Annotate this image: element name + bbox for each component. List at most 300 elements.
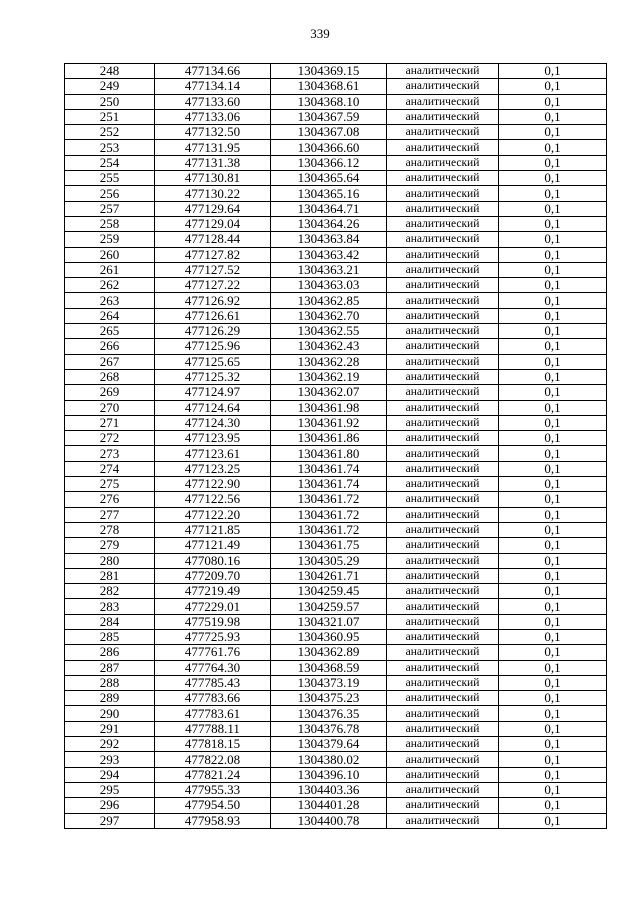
- method-cell: аналитический: [387, 308, 499, 323]
- table-row: [65, 446, 607, 461]
- x-coordinate-cell: 477125.65: [155, 354, 271, 369]
- table-row: [65, 247, 607, 262]
- y-coordinate-cell: 1304363.42: [271, 247, 387, 262]
- x-coordinate-cell: 477822.08: [155, 752, 271, 767]
- method-cell: аналитический: [387, 538, 499, 553]
- y-coordinate-cell: 1304261.71: [271, 568, 387, 583]
- method-cell: аналитический: [387, 140, 499, 155]
- method-cell: аналитический: [387, 507, 499, 522]
- y-coordinate-cell: 1304321.07: [271, 614, 387, 629]
- method-cell: аналитический: [387, 813, 499, 828]
- point-number-cell: 254: [65, 155, 155, 170]
- y-coordinate-cell: 1304362.19: [271, 369, 387, 384]
- method-cell: аналитический: [387, 798, 499, 813]
- table-row: [65, 94, 607, 109]
- page-number: 339: [310, 26, 330, 41]
- y-coordinate-cell: 1304365.16: [271, 186, 387, 201]
- point-number-cell: 261: [65, 262, 155, 277]
- x-coordinate-cell: 477955.33: [155, 782, 271, 797]
- point-number-cell: 292: [65, 737, 155, 752]
- table-row: [65, 660, 607, 675]
- x-coordinate-cell: 477121.85: [155, 522, 271, 537]
- accuracy-cell: 0,1: [499, 522, 607, 537]
- y-coordinate-cell: 1304362.89: [271, 645, 387, 660]
- point-number-cell: 295: [65, 782, 155, 797]
- x-coordinate-cell: 477783.61: [155, 706, 271, 721]
- x-coordinate-cell: 477219.49: [155, 584, 271, 599]
- method-cell: аналитический: [387, 691, 499, 706]
- x-coordinate-cell: 477125.96: [155, 339, 271, 354]
- accuracy-cell: 0,1: [499, 385, 607, 400]
- method-cell: аналитический: [387, 752, 499, 767]
- accuracy-cell: 0,1: [499, 415, 607, 430]
- accuracy-cell: 0,1: [499, 691, 607, 706]
- table-row: [65, 461, 607, 476]
- x-coordinate-cell: 477783.66: [155, 691, 271, 706]
- x-coordinate-cell: 477954.50: [155, 798, 271, 813]
- point-number-cell: 266: [65, 339, 155, 354]
- method-cell: аналитический: [387, 262, 499, 277]
- x-coordinate-cell: 477127.82: [155, 247, 271, 262]
- y-coordinate-cell: 1304360.95: [271, 629, 387, 644]
- x-coordinate-cell: 477788.11: [155, 721, 271, 736]
- table-row: [65, 798, 607, 813]
- accuracy-cell: 0,1: [499, 660, 607, 675]
- table-row: [65, 155, 607, 170]
- method-cell: аналитический: [387, 94, 499, 109]
- x-coordinate-cell: 477761.76: [155, 645, 271, 660]
- y-coordinate-cell: 1304368.61: [271, 79, 387, 94]
- accuracy-cell: 0,1: [499, 293, 607, 308]
- y-coordinate-cell: 1304396.10: [271, 767, 387, 782]
- accuracy-cell: 0,1: [499, 94, 607, 109]
- method-cell: аналитический: [387, 553, 499, 568]
- x-coordinate-cell: 477122.90: [155, 477, 271, 492]
- point-number-cell: 265: [65, 324, 155, 339]
- table-row: [65, 354, 607, 369]
- method-cell: аналитический: [387, 431, 499, 446]
- y-coordinate-cell: 1304375.23: [271, 691, 387, 706]
- y-coordinate-cell: 1304362.07: [271, 385, 387, 400]
- method-cell: аналитический: [387, 216, 499, 231]
- accuracy-cell: 0,1: [499, 171, 607, 186]
- method-cell: аналитический: [387, 522, 499, 537]
- method-cell: аналитический: [387, 767, 499, 782]
- point-number-cell: 267: [65, 354, 155, 369]
- accuracy-cell: 0,1: [499, 232, 607, 247]
- method-cell: аналитический: [387, 782, 499, 797]
- method-cell: аналитический: [387, 584, 499, 599]
- accuracy-cell: 0,1: [499, 446, 607, 461]
- table-row: [65, 721, 607, 736]
- table-row: [65, 79, 607, 94]
- y-coordinate-cell: 1304401.28: [271, 798, 387, 813]
- x-coordinate-cell: 477123.25: [155, 461, 271, 476]
- coordinates-table: [64, 63, 607, 829]
- table-row: [65, 477, 607, 492]
- x-coordinate-cell: 477132.50: [155, 125, 271, 140]
- x-coordinate-cell: 477785.43: [155, 675, 271, 690]
- table-row: [65, 813, 607, 828]
- table-row: [65, 737, 607, 752]
- table-row: [65, 782, 607, 797]
- table-row: [65, 262, 607, 277]
- y-coordinate-cell: 1304361.72: [271, 522, 387, 537]
- accuracy-cell: 0,1: [499, 584, 607, 599]
- point-number-cell: 277: [65, 507, 155, 522]
- x-coordinate-cell: 477122.56: [155, 492, 271, 507]
- y-coordinate-cell: 1304368.10: [271, 94, 387, 109]
- x-coordinate-cell: 477958.93: [155, 813, 271, 828]
- x-coordinate-cell: 477124.64: [155, 400, 271, 415]
- method-cell: аналитический: [387, 385, 499, 400]
- x-coordinate-cell: 477134.66: [155, 64, 271, 79]
- y-coordinate-cell: 1304361.98: [271, 400, 387, 415]
- accuracy-cell: 0,1: [499, 553, 607, 568]
- table-row: [65, 584, 607, 599]
- x-coordinate-cell: 477229.01: [155, 599, 271, 614]
- point-number-cell: 281: [65, 568, 155, 583]
- method-cell: аналитический: [387, 645, 499, 660]
- method-cell: аналитический: [387, 125, 499, 140]
- y-coordinate-cell: 1304361.75: [271, 538, 387, 553]
- y-coordinate-cell: 1304400.78: [271, 813, 387, 828]
- table-row: [65, 553, 607, 568]
- x-coordinate-cell: 477134.14: [155, 79, 271, 94]
- point-number-cell: 291: [65, 721, 155, 736]
- y-coordinate-cell: 1304364.26: [271, 216, 387, 231]
- point-number-cell: 248: [65, 64, 155, 79]
- table-row: [65, 568, 607, 583]
- method-cell: аналитический: [387, 155, 499, 170]
- x-coordinate-cell: 477126.29: [155, 324, 271, 339]
- method-cell: аналитический: [387, 247, 499, 262]
- accuracy-cell: 0,1: [499, 109, 607, 124]
- y-coordinate-cell: 1304367.59: [271, 109, 387, 124]
- x-coordinate-cell: 477131.38: [155, 155, 271, 170]
- point-number-cell: 269: [65, 385, 155, 400]
- point-number-cell: 271: [65, 415, 155, 430]
- table-row: [65, 629, 607, 644]
- method-cell: аналитический: [387, 721, 499, 736]
- point-number-cell: 274: [65, 461, 155, 476]
- method-cell: аналитический: [387, 400, 499, 415]
- accuracy-cell: 0,1: [499, 706, 607, 721]
- x-coordinate-cell: 477123.95: [155, 431, 271, 446]
- point-number-cell: 251: [65, 109, 155, 124]
- method-cell: аналитический: [387, 675, 499, 690]
- x-coordinate-cell: 477126.61: [155, 308, 271, 323]
- table-row: [65, 645, 607, 660]
- accuracy-cell: 0,1: [499, 400, 607, 415]
- table-row: [65, 706, 607, 721]
- x-coordinate-cell: 477126.92: [155, 293, 271, 308]
- accuracy-cell: 0,1: [499, 140, 607, 155]
- x-coordinate-cell: 477818.15: [155, 737, 271, 752]
- accuracy-cell: 0,1: [499, 721, 607, 736]
- accuracy-cell: 0,1: [499, 64, 607, 79]
- y-coordinate-cell: 1304373.19: [271, 675, 387, 690]
- point-number-cell: 259: [65, 232, 155, 247]
- table-row: [65, 767, 607, 782]
- table-row: [65, 232, 607, 247]
- y-coordinate-cell: 1304369.15: [271, 64, 387, 79]
- x-coordinate-cell: 477764.30: [155, 660, 271, 675]
- point-number-cell: 250: [65, 94, 155, 109]
- accuracy-cell: 0,1: [499, 247, 607, 262]
- y-coordinate-cell: 1304403.36: [271, 782, 387, 797]
- table-row: [65, 522, 607, 537]
- accuracy-cell: 0,1: [499, 477, 607, 492]
- y-coordinate-cell: 1304379.64: [271, 737, 387, 752]
- accuracy-cell: 0,1: [499, 308, 607, 323]
- point-number-cell: 273: [65, 446, 155, 461]
- point-number-cell: 268: [65, 369, 155, 384]
- accuracy-cell: 0,1: [499, 538, 607, 553]
- accuracy-cell: 0,1: [499, 798, 607, 813]
- x-coordinate-cell: 477124.97: [155, 385, 271, 400]
- x-coordinate-cell: 477133.06: [155, 109, 271, 124]
- point-number-cell: 272: [65, 431, 155, 446]
- point-number-cell: 280: [65, 553, 155, 568]
- point-number-cell: 282: [65, 584, 155, 599]
- x-coordinate-cell: 477127.22: [155, 278, 271, 293]
- method-cell: аналитический: [387, 171, 499, 186]
- point-number-cell: 258: [65, 216, 155, 231]
- method-cell: аналитический: [387, 293, 499, 308]
- method-cell: аналитический: [387, 232, 499, 247]
- y-coordinate-cell: 1304361.72: [271, 492, 387, 507]
- table-row: [65, 614, 607, 629]
- accuracy-cell: 0,1: [499, 354, 607, 369]
- y-coordinate-cell: 1304366.60: [271, 140, 387, 155]
- table-row: [65, 216, 607, 231]
- point-number-cell: 276: [65, 492, 155, 507]
- point-number-cell: 262: [65, 278, 155, 293]
- y-coordinate-cell: 1304362.85: [271, 293, 387, 308]
- table-row: [65, 752, 607, 767]
- accuracy-cell: 0,1: [499, 737, 607, 752]
- method-cell: аналитический: [387, 64, 499, 79]
- accuracy-cell: 0,1: [499, 492, 607, 507]
- point-number-cell: 284: [65, 614, 155, 629]
- table-row: [65, 171, 607, 186]
- table-row: [65, 64, 607, 79]
- table-row: [65, 201, 607, 216]
- y-coordinate-cell: 1304305.29: [271, 553, 387, 568]
- table-row: [65, 538, 607, 553]
- accuracy-cell: 0,1: [499, 216, 607, 231]
- y-coordinate-cell: 1304361.92: [271, 415, 387, 430]
- accuracy-cell: 0,1: [499, 339, 607, 354]
- point-number-cell: 255: [65, 171, 155, 186]
- table-row: [65, 385, 607, 400]
- table-row: [65, 186, 607, 201]
- table-row: [65, 369, 607, 384]
- y-coordinate-cell: 1304362.55: [271, 324, 387, 339]
- method-cell: аналитический: [387, 369, 499, 384]
- point-number-cell: 286: [65, 645, 155, 660]
- x-coordinate-cell: 477209.70: [155, 568, 271, 583]
- table-row: [65, 675, 607, 690]
- y-coordinate-cell: 1304361.86: [271, 431, 387, 446]
- accuracy-cell: 0,1: [499, 599, 607, 614]
- y-coordinate-cell: 1304380.02: [271, 752, 387, 767]
- method-cell: аналитический: [387, 278, 499, 293]
- x-coordinate-cell: 477080.16: [155, 553, 271, 568]
- point-number-cell: 297: [65, 813, 155, 828]
- point-number-cell: 257: [65, 201, 155, 216]
- x-coordinate-cell: 477128.44: [155, 232, 271, 247]
- point-number-cell: 249: [65, 79, 155, 94]
- accuracy-cell: 0,1: [499, 186, 607, 201]
- point-number-cell: 288: [65, 675, 155, 690]
- table-row: [65, 125, 607, 140]
- table-row: [65, 507, 607, 522]
- accuracy-cell: 0,1: [499, 155, 607, 170]
- accuracy-cell: 0,1: [499, 767, 607, 782]
- y-coordinate-cell: 1304362.28: [271, 354, 387, 369]
- accuracy-cell: 0,1: [499, 782, 607, 797]
- x-coordinate-cell: 477133.60: [155, 94, 271, 109]
- method-cell: аналитический: [387, 186, 499, 201]
- x-coordinate-cell: 477125.32: [155, 369, 271, 384]
- point-number-cell: 256: [65, 186, 155, 201]
- method-cell: аналитический: [387, 415, 499, 430]
- x-coordinate-cell: 477124.30: [155, 415, 271, 430]
- accuracy-cell: 0,1: [499, 79, 607, 94]
- accuracy-cell: 0,1: [499, 125, 607, 140]
- y-coordinate-cell: 1304259.45: [271, 584, 387, 599]
- method-cell: аналитический: [387, 354, 499, 369]
- point-number-cell: 252: [65, 125, 155, 140]
- point-number-cell: 290: [65, 706, 155, 721]
- table-row: [65, 339, 607, 354]
- accuracy-cell: 0,1: [499, 201, 607, 216]
- accuracy-cell: 0,1: [499, 614, 607, 629]
- method-cell: аналитический: [387, 629, 499, 644]
- y-coordinate-cell: 1304363.21: [271, 262, 387, 277]
- point-number-cell: 260: [65, 247, 155, 262]
- method-cell: аналитический: [387, 706, 499, 721]
- point-number-cell: 278: [65, 522, 155, 537]
- y-coordinate-cell: 1304367.08: [271, 125, 387, 140]
- accuracy-cell: 0,1: [499, 645, 607, 660]
- point-number-cell: 263: [65, 293, 155, 308]
- y-coordinate-cell: 1304366.12: [271, 155, 387, 170]
- y-coordinate-cell: 1304368.59: [271, 660, 387, 675]
- y-coordinate-cell: 1304363.84: [271, 232, 387, 247]
- x-coordinate-cell: 477129.04: [155, 216, 271, 231]
- method-cell: аналитический: [387, 79, 499, 94]
- table-row: [65, 308, 607, 323]
- table-row: [65, 278, 607, 293]
- table-row: [65, 140, 607, 155]
- accuracy-cell: 0,1: [499, 278, 607, 293]
- method-cell: аналитический: [387, 109, 499, 124]
- y-coordinate-cell: 1304365.64: [271, 171, 387, 186]
- point-number-cell: 275: [65, 477, 155, 492]
- table-row: [65, 431, 607, 446]
- x-coordinate-cell: 477130.22: [155, 186, 271, 201]
- accuracy-cell: 0,1: [499, 629, 607, 644]
- accuracy-cell: 0,1: [499, 461, 607, 476]
- point-number-cell: 287: [65, 660, 155, 675]
- y-coordinate-cell: 1304259.57: [271, 599, 387, 614]
- accuracy-cell: 0,1: [499, 369, 607, 384]
- x-coordinate-cell: 477725.93: [155, 629, 271, 644]
- table-row: [65, 109, 607, 124]
- method-cell: аналитический: [387, 324, 499, 339]
- point-number-cell: 253: [65, 140, 155, 155]
- accuracy-cell: 0,1: [499, 507, 607, 522]
- accuracy-cell: 0,1: [499, 813, 607, 828]
- x-coordinate-cell: 477519.98: [155, 614, 271, 629]
- accuracy-cell: 0,1: [499, 262, 607, 277]
- method-cell: аналитический: [387, 339, 499, 354]
- coordinates-table-body: [65, 64, 607, 829]
- y-coordinate-cell: 1304362.43: [271, 339, 387, 354]
- y-coordinate-cell: 1304376.35: [271, 706, 387, 721]
- point-number-cell: 285: [65, 629, 155, 644]
- y-coordinate-cell: 1304364.71: [271, 201, 387, 216]
- accuracy-cell: 0,1: [499, 568, 607, 583]
- point-number-cell: 279: [65, 538, 155, 553]
- point-number-cell: 293: [65, 752, 155, 767]
- y-coordinate-cell: 1304362.70: [271, 308, 387, 323]
- method-cell: аналитический: [387, 477, 499, 492]
- y-coordinate-cell: 1304361.74: [271, 461, 387, 476]
- table-row: [65, 415, 607, 430]
- x-coordinate-cell: 477121.49: [155, 538, 271, 553]
- method-cell: аналитический: [387, 737, 499, 752]
- method-cell: аналитический: [387, 201, 499, 216]
- accuracy-cell: 0,1: [499, 675, 607, 690]
- table-row: [65, 400, 607, 415]
- x-coordinate-cell: 477123.61: [155, 446, 271, 461]
- table-row: [65, 599, 607, 614]
- method-cell: аналитический: [387, 492, 499, 507]
- table-row: [65, 691, 607, 706]
- x-coordinate-cell: 477821.24: [155, 767, 271, 782]
- table-row: [65, 492, 607, 507]
- accuracy-cell: 0,1: [499, 431, 607, 446]
- point-number-cell: 289: [65, 691, 155, 706]
- x-coordinate-cell: 477131.95: [155, 140, 271, 155]
- y-coordinate-cell: 1304363.03: [271, 278, 387, 293]
- table-row: [65, 324, 607, 339]
- accuracy-cell: 0,1: [499, 752, 607, 767]
- table-row: [65, 293, 607, 308]
- x-coordinate-cell: 477127.52: [155, 262, 271, 277]
- y-coordinate-cell: 1304361.72: [271, 507, 387, 522]
- y-coordinate-cell: 1304376.78: [271, 721, 387, 736]
- y-coordinate-cell: 1304361.80: [271, 446, 387, 461]
- x-coordinate-cell: 477130.81: [155, 171, 271, 186]
- accuracy-cell: 0,1: [499, 324, 607, 339]
- method-cell: аналитический: [387, 461, 499, 476]
- point-number-cell: 270: [65, 400, 155, 415]
- point-number-cell: 264: [65, 308, 155, 323]
- point-number-cell: 296: [65, 798, 155, 813]
- method-cell: аналитический: [387, 446, 499, 461]
- x-coordinate-cell: 477129.64: [155, 201, 271, 216]
- point-number-cell: 294: [65, 767, 155, 782]
- method-cell: аналитический: [387, 614, 499, 629]
- method-cell: аналитический: [387, 568, 499, 583]
- y-coordinate-cell: 1304361.74: [271, 477, 387, 492]
- method-cell: аналитический: [387, 599, 499, 614]
